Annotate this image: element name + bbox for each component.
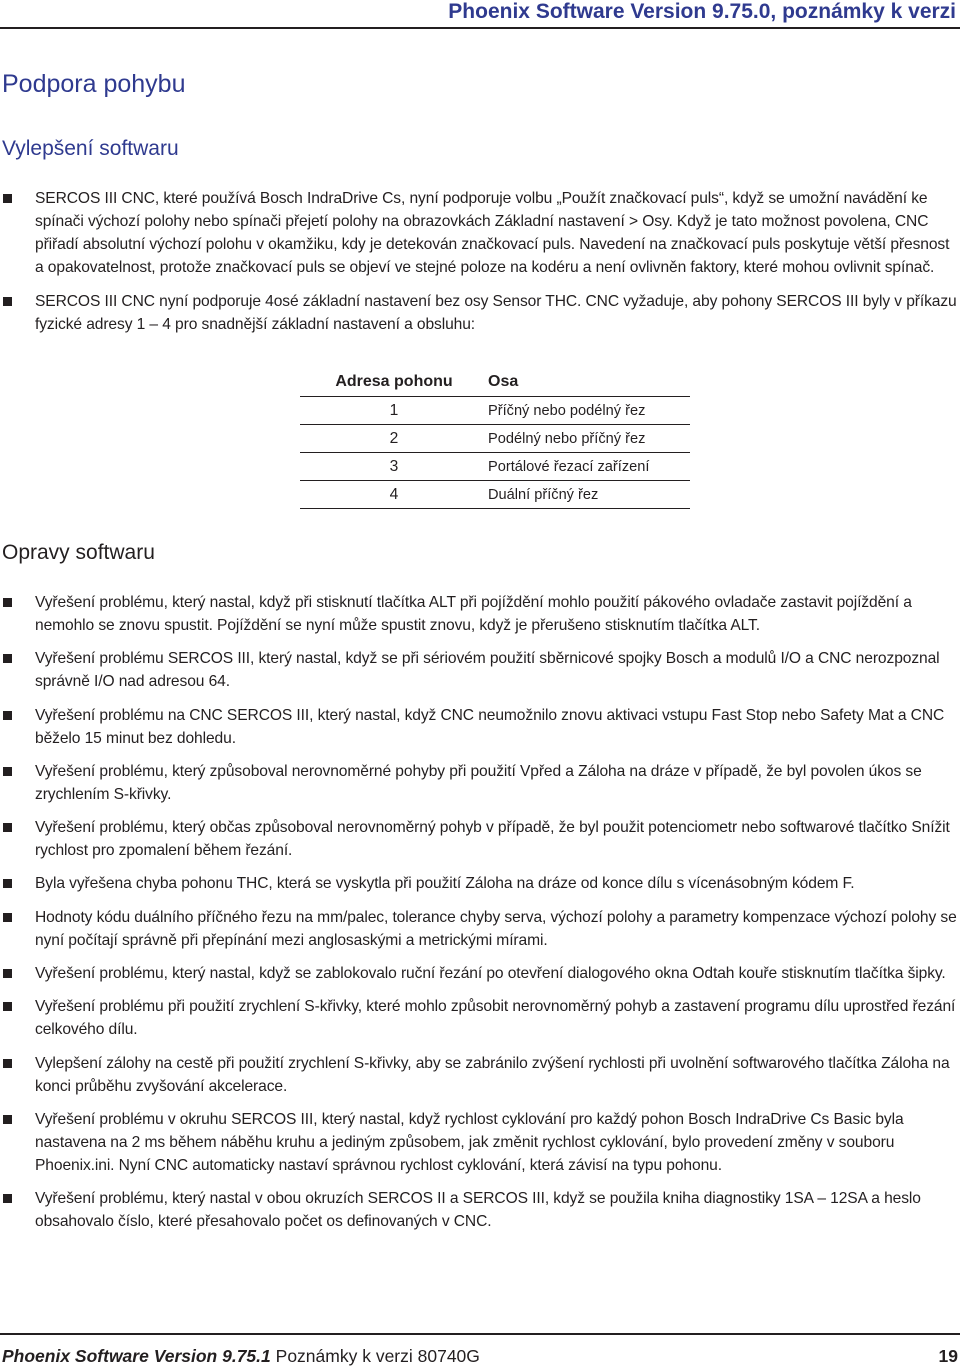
- list-item: [0, 872, 960, 895]
- table-header: [300, 368, 690, 397]
- list-item-text: Vylepšení zálohy na cestě při použití zrychlení S-křivky, aby se zabránilo zvýšení rychlosti při uvolnění softwarového tlačítka Záloha na konci průběhu zvyšování akcelerace.: [35, 1054, 950, 1095]
- list-item-text: Vyřešení problému, který nastal, když při stisknutí tlačítka ALT při pojíždění mohlo použití pákového ovladače zastavit pojíždění a nemohlo se znovu spustit. Pojíždění se nyní může spustit znovu, když je přerušeno stisknutím tlačítka ALT.: [35, 594, 912, 634]
- list-item: [0, 591, 960, 637]
- list-item-text: SERCOS III CNC nyní podporuje 4osé základní nastavení bez osy Sensor THC. CNC vyžaduje, aby pohony SERCOS III byly v příkazu fyzické adresy 1 – 4 pro snadnější základní nastavení a obsluhu:: [35, 293, 957, 333]
- axis-cell: Podélný nebo příčný řez: [488, 430, 646, 447]
- header-title: Phoenix Software Version 9.75.0, poznámky k verzi: [448, 0, 956, 23]
- improvements-list: [0, 187, 960, 347]
- column-header-axis: Osa: [488, 373, 519, 390]
- list-item-text: Vyřešení problému při použití zrychlení S-křivky, které mohlo způsobit nerovnoměrný pohyb a zastavení programu dílu uprostřed řezání celkového dílu.: [35, 998, 956, 1039]
- table-row: [300, 397, 690, 425]
- column-header-address: Adresa pohonu: [335, 373, 453, 390]
- bullet-icon: [3, 913, 12, 922]
- list-item-text: SERCOS III CNC, které používá Bosch IndraDrive Cs, nyní podporuje volbu „Použít značkovací puls“, když se umožní navádění ke spínači výchozí polohy nebo spínači přejetí polohy na obrazovkách Základní nastavení > Osy. Když je tato možnost povolena, CNC přiřadí absolutní výchozí polohu v okamžiku, kdy je detekován značkovací puls. Navedení na značkovací puls poskytuje větší přesnost a opakovatelnost, protože značkovací puls se objeví ve stejné poloze na kodéru a není ovlivněn faktory, které mohou ovlivnit spínač.: [35, 190, 950, 276]
- list-item-text: Hodnoty kódu duálního příčného řezu na mm/palec, tolerance chyby serva, výchozí polohy a parametry kompenzace výchozí polohy se nyní počítají správně při přepínání mezi anglosaskými a metrickými mírami.: [35, 908, 957, 949]
- list-item: [0, 704, 960, 750]
- list-item: [0, 816, 960, 862]
- footer-doc: Poznámky k verzi 80740G: [275, 1346, 480, 1366]
- list-item-text: Vyřešení problému, který způsoboval nerovnoměrné pohyby při použití Vpřed a Záloha na dráze v případě, že byl povolen úkos se zrychlením S-křivky.: [35, 762, 922, 803]
- table-row: [300, 481, 690, 509]
- bullet-icon: [3, 1059, 12, 1068]
- footer: [2, 1346, 480, 1367]
- list-item-text: Vyřešení problému, který nastal v obou okruzích SERCOS II a SERCOS III, když se použila kniha diagnostiky 1SA – 12SA a heslo obsahovalo číslo, které přesahovalo počet os definovaných v CNC.: [35, 1190, 921, 1231]
- list-item: [0, 1052, 960, 1098]
- bullet-icon: [3, 1194, 12, 1203]
- list-item-text: Vyřešení problému na CNC SERCOS III, který nastal, když CNC neumožnilo znovu aktivaci vstupu Fast Stop nebo Safety Mat a CNC běželo 15 minut bez dohledu.: [35, 706, 945, 747]
- address-cell: 4: [389, 485, 399, 503]
- header-rule: [0, 27, 960, 29]
- list-item: [0, 906, 960, 952]
- list-item-text: Vyřešení problému SERCOS III, který nastal, když se při sériovém použití sběrnicové spojky Bosch a modulů I/O a CNC nerozpoznal správně I/O nad adresou 64.: [35, 650, 940, 691]
- list-item: [0, 187, 960, 279]
- axis-cell: Duální příčný řez: [488, 486, 599, 503]
- address-cell: 1: [389, 401, 399, 419]
- list-item: [0, 290, 960, 336]
- bullet-icon: [3, 879, 12, 888]
- fixes-heading: Opravy softwaru: [2, 541, 155, 564]
- list-item: [0, 995, 960, 1041]
- list-item: [0, 760, 960, 806]
- axis-cell: Příčný nebo podélný řez: [488, 402, 646, 419]
- address-cell: 2: [389, 429, 399, 447]
- list-item: [0, 962, 960, 985]
- bullet-icon: [3, 1115, 12, 1124]
- list-item-text: Vyřešení problému v okruhu SERCOS III, který nastal, když rychlost cyklování pro každý pohon Bosch IndraDrive Cs Basic byla nastavena na 2 ms během náběhu kruhu a jediným způsobem, jak změnit rychlost cyklování, bylo provedení změny v souboru Phoenix.ini. Nyní CNC automaticky nastaví správnou rychlost cyklování, která závisí na typu pohonu.: [35, 1110, 904, 1174]
- list-item: [0, 647, 960, 693]
- table-row: [300, 425, 690, 453]
- list-item-text: Vyřešení problému, který nastal, když se zablokovalo ruční řezání po otevření dialogového okna Odtah kouře stisknutím tlačítka šipky.: [35, 965, 946, 983]
- list-item: [0, 1108, 960, 1177]
- bullet-icon: [3, 297, 12, 306]
- list-item-text: Vyřešení problému, který občas způsoboval nerovnoměrný pohyb v případě, že byl použit potenciometr nebo softwarové tlačítko Snížit rychlost pro zpomalení během řezání.: [35, 819, 950, 860]
- address-cell: 3: [389, 457, 399, 475]
- page-number: 19: [938, 1346, 958, 1366]
- footer-rule: [0, 1333, 960, 1335]
- bullet-icon: [3, 823, 12, 832]
- bullet-icon: [3, 194, 12, 203]
- bullet-icon: [3, 711, 12, 720]
- footer-product: Phoenix Software Version 9.75.1: [2, 1346, 271, 1366]
- axis-cell: Portálové řezací zařízení: [488, 458, 650, 475]
- list-item-text: Byla vyřešena chyba pohonu THC, která se vyskytla při použití Záloha na dráze od konce dílu s vícenásobným kódem F.: [35, 875, 855, 893]
- improvements-heading: Vylepšení softwaru: [2, 137, 179, 160]
- bullet-icon: [3, 598, 12, 607]
- list-item: [0, 1187, 960, 1233]
- fixes-list: [0, 591, 960, 1244]
- section-title: Podpora pohybu: [2, 70, 186, 98]
- table-row: [300, 453, 690, 481]
- bullet-icon: [3, 654, 12, 663]
- drive-address-table: [300, 368, 690, 509]
- bullet-icon: [3, 1002, 12, 1011]
- bullet-icon: [3, 767, 12, 776]
- bullet-icon: [3, 969, 12, 978]
